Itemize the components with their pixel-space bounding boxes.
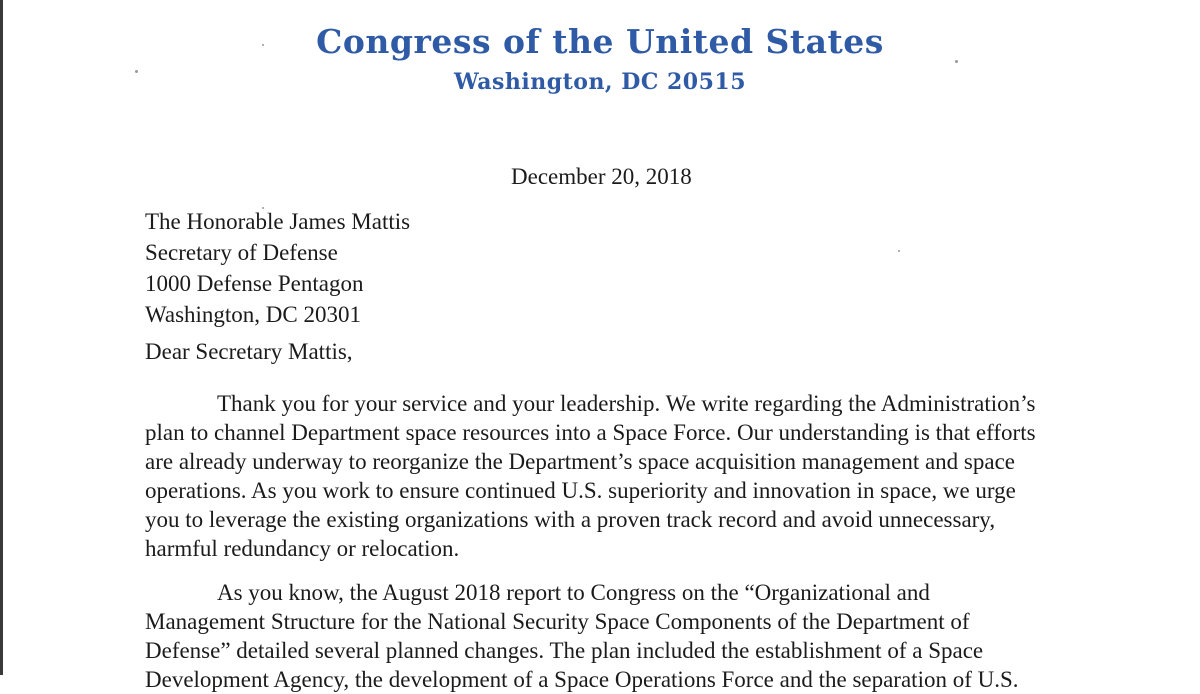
paragraph-line: are already underway to reorganize the Department’s space acquisition management and space	[145, 449, 1016, 474]
paragraph-line: As you know, the August 2018 report to Congress on the “Organizational and	[217, 580, 930, 605]
letterhead-subtitle: Washington, DC 20515	[453, 69, 747, 95]
scan-speck	[135, 70, 138, 73]
paragraph-line: harmful redundancy or relocation.	[145, 536, 460, 561]
scan-speck	[898, 250, 900, 252]
salutation: Dear Secretary Mattis,	[145, 339, 353, 364]
paragraph-line: plan to channel Department space resources into a Space Force. Our understanding is that efforts	[145, 420, 1036, 445]
paragraph-1	[145, 389, 1105, 563]
letter-date: December 20, 2018	[511, 164, 692, 189]
scan-speck	[262, 44, 264, 46]
paragraph-2	[145, 578, 1105, 694]
paragraph-line: Development Agency, the development of a Space Operations Force and the separation of U.S.	[145, 667, 1019, 692]
page-edge	[0, 0, 3, 675]
paragraph-line: Thank you for your service and your leadership. We write regarding the Administration’s	[217, 391, 1036, 416]
scan-speck	[955, 60, 958, 63]
recipient-line: Secretary of Defense	[145, 240, 338, 265]
paragraph-line: operations. As you work to ensure continued U.S. superiority and innovation in space, we urge	[145, 478, 1016, 503]
recipient-line: The Honorable James Mattis	[145, 209, 411, 234]
paragraph-line: Management Structure for the National Security Space Components of the Department of	[145, 609, 970, 634]
recipient-line: 1000 Defense Pentagon	[145, 271, 364, 296]
letterhead-title: Congress of the United States	[316, 22, 884, 61]
paragraph-line: Defense” detailed several planned changes. The plan included the establishment of a Space	[145, 638, 984, 663]
paragraph-line: you to leverage the existing organizations with a proven track record and avoid unnecessary,	[145, 507, 996, 532]
recipient-line: Washington, DC 20301	[145, 302, 362, 327]
recipient-address	[145, 206, 410, 330]
